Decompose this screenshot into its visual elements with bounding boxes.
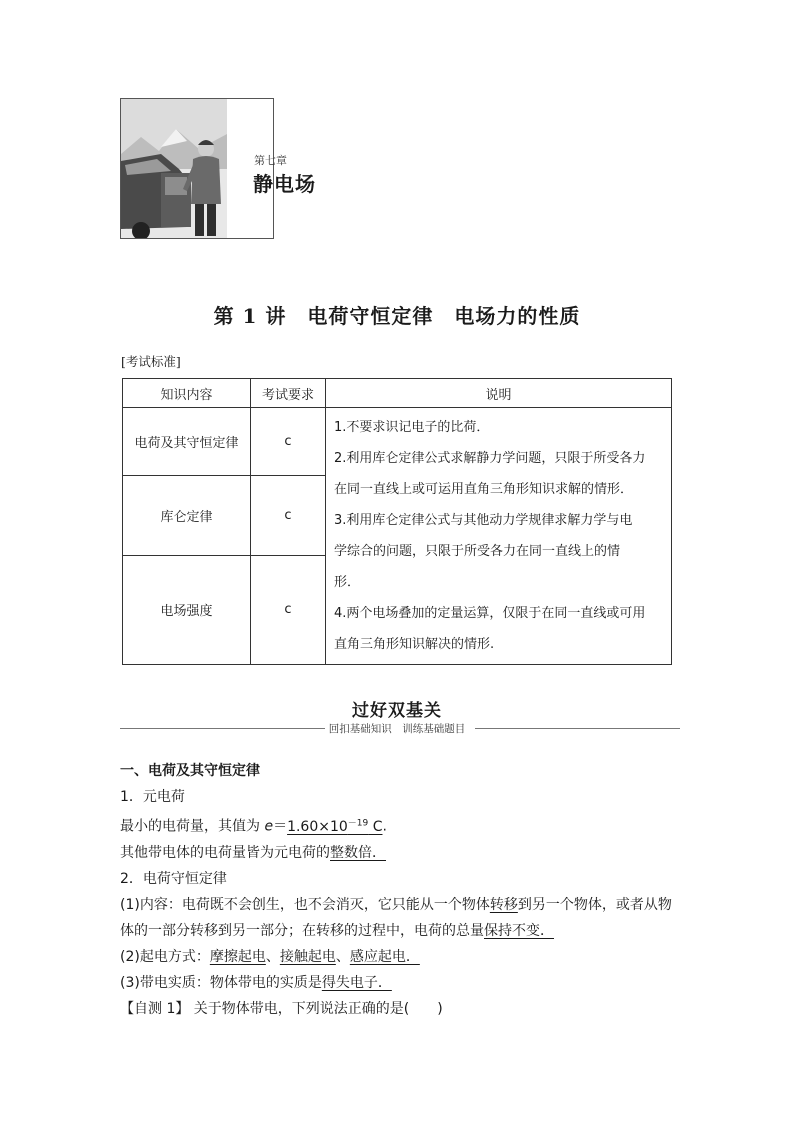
- section-title: 过好双基关: [352, 701, 442, 721]
- content-paragraph: (3)带电实质：物体带电的实质是得失电子．: [120, 974, 392, 991]
- underlined-answer: 得失电子．: [321, 974, 392, 991]
- underlined-answer: 保持不变．: [484, 922, 554, 939]
- exponent: －19: [347, 818, 369, 828]
- underlined-answer: 接触起电: [279, 948, 336, 965]
- note-line: 形．: [334, 575, 361, 590]
- content-paragraph: (1)内容：电荷既不会创生，也不会消灭，它只能从一个物体转移到另一个物体，或者从物: [120, 896, 672, 913]
- exam-standard-table: [122, 378, 672, 665]
- table-header-row: [123, 379, 672, 408]
- underlined-answer: 摩擦起电: [209, 948, 266, 965]
- chapter-cover-box: [120, 98, 274, 239]
- note-line: 在同一直线上或可运用直角三角形知识求解的情形．: [334, 482, 634, 497]
- self-test-tag: 【自测 1】: [120, 1000, 190, 1017]
- note-line: 2.利用库仑定律公式求解静力学问题，只限于所受各力: [334, 451, 646, 466]
- underlined-answer: 整数倍．: [330, 844, 386, 861]
- note-line: 直角三角形知识解决的情形.: [334, 637, 495, 652]
- chapter-number: 第七章: [254, 154, 287, 167]
- table-header: 考试要求: [251, 379, 326, 408]
- table-row: [123, 408, 672, 476]
- content-paragraph: 最小的电荷量，其值为 $e=1.60\times 10^{-19}$ C.: [120, 818, 387, 835]
- table-header: 说明: [326, 379, 672, 408]
- symbol-e: e: [264, 818, 274, 835]
- underlined-answer: 转移: [489, 896, 518, 913]
- self-test-question: 【自测 1】 关于物体带电，下列说法正确的是( ): [120, 1000, 443, 1017]
- content-heading: 一、电荷及其守恒定律: [120, 763, 260, 779]
- content-body: [120, 758, 680, 1022]
- table-cell-notes: [326, 408, 672, 665]
- note-line: 4.两个电场叠加的定量运算，仅限于在同一直线或可用: [334, 606, 646, 621]
- note-line: 1.不要求识记电子的比荷．: [334, 420, 490, 435]
- section-subtitle: 回扣基础知识 训练基础题目: [328, 723, 466, 735]
- lecture-title: 第 1 讲 电荷守恒定律 电场力的性质: [213, 304, 581, 328]
- chapter-title: 静电场: [253, 172, 316, 196]
- content-subheading: 2．电荷守恒定律: [120, 870, 227, 887]
- content-subheading: 1．元电荷: [120, 789, 185, 805]
- chapter-illustration: [121, 99, 227, 238]
- table-cell-topic: 电荷及其守恒定律: [123, 408, 251, 476]
- table-cell-requirement: c: [251, 408, 326, 476]
- underlined-answer: $1.60\times 10^{-19}$ C: [287, 818, 383, 835]
- table-cell-topic: 库仑定律: [123, 476, 251, 555]
- text: ＝: [273, 818, 288, 835]
- text: 最小的电荷量，其值为: [120, 818, 265, 835]
- exam-standard-label: [考试标准]: [121, 354, 181, 369]
- table-header: 知识内容: [123, 379, 251, 408]
- table-cell-topic: 电场强度: [123, 555, 251, 664]
- content-paragraph: (2)起电方式：摩擦起电、接触起电、感应起电．: [120, 948, 420, 965]
- note-line: 学综合的问题，只限于所受各力在同一直线上的情: [334, 544, 621, 559]
- note-line: 3.利用库仑定律公式与其他动力学规律求解力学与电: [334, 513, 633, 528]
- table-cell-requirement: c: [251, 555, 326, 664]
- underlined-answer: 感应起电．: [349, 948, 420, 965]
- content-paragraph: 其他带电体的电荷量皆为元电荷的整数倍．: [120, 844, 386, 861]
- table-cell-requirement: c: [251, 476, 326, 555]
- content-paragraph: 体的一部分转移到另一部分；在转移的过程中，电荷的总量保持不变．: [120, 922, 554, 939]
